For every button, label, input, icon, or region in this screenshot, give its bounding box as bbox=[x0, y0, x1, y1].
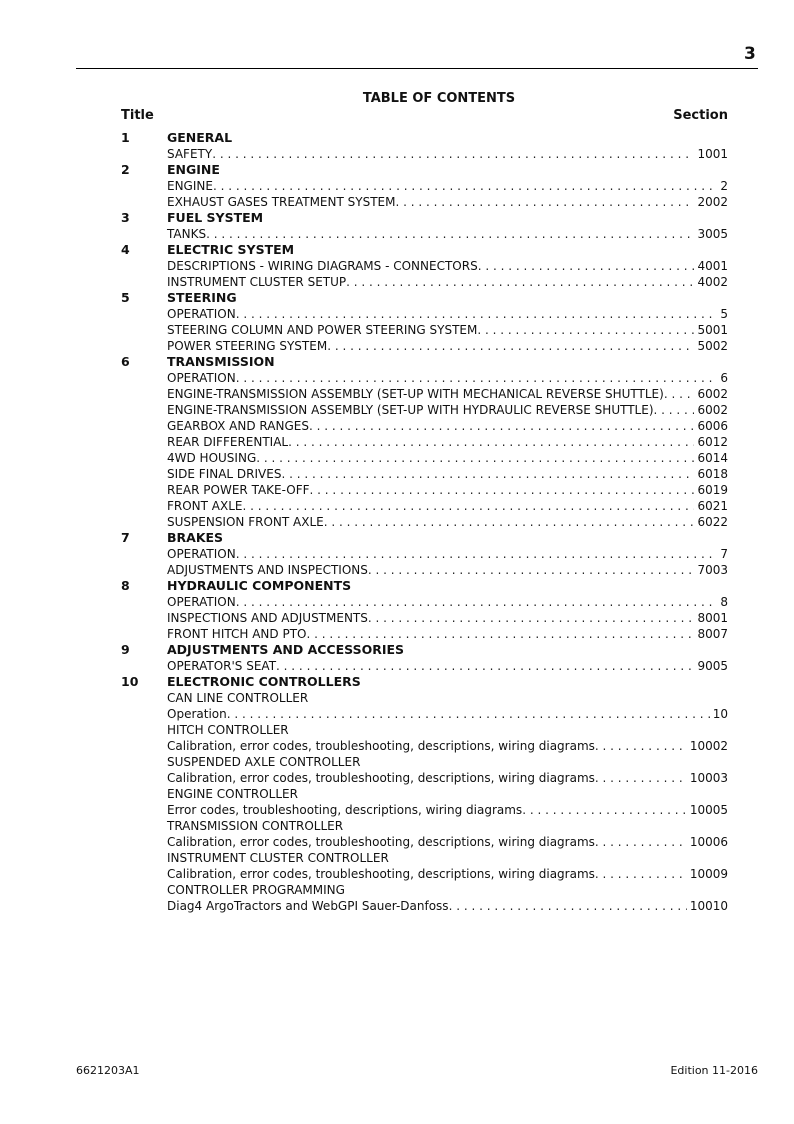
entry-section-number: 6022 bbox=[697, 515, 728, 529]
entry-section-number: 6006 bbox=[697, 419, 728, 433]
toc-entry[interactable] bbox=[167, 866, 728, 882]
entry-label: ADJUSTMENTS AND INSPECTIONS bbox=[167, 563, 368, 577]
chapter-name: BRAKES bbox=[167, 530, 224, 545]
entry-label: 4WD HOUSING bbox=[167, 451, 257, 465]
entry-section-number: 7 bbox=[720, 547, 728, 561]
entry-label: SUSPENSION FRONT AXLE bbox=[167, 515, 324, 529]
toc-entry[interactable] bbox=[167, 450, 728, 466]
dot-leader bbox=[346, 274, 694, 290]
dot-leader bbox=[281, 466, 694, 482]
dot-leader bbox=[595, 866, 687, 882]
dot-leader bbox=[395, 194, 694, 210]
entry-section-number: 6018 bbox=[697, 467, 728, 481]
dot-leader bbox=[595, 738, 687, 754]
dot-leader bbox=[236, 370, 718, 386]
toc-entry[interactable] bbox=[167, 306, 728, 322]
table-of-contents bbox=[121, 130, 728, 914]
dot-leader bbox=[324, 514, 695, 530]
chapter-number: 1 bbox=[121, 130, 130, 145]
dot-leader bbox=[227, 706, 710, 722]
chapter-number: 4 bbox=[121, 242, 130, 257]
entry-label: ENGINE-TRANSMISSION ASSEMBLY (SET-UP WITH MECHANICAL REVERSE SHUTTLE) bbox=[167, 387, 664, 401]
entry-label: REAR DIFFERENTIAL bbox=[167, 435, 289, 449]
chapter-number: 10 bbox=[121, 674, 139, 689]
chapter-number: 3 bbox=[121, 210, 130, 225]
toc-entry[interactable] bbox=[167, 386, 728, 402]
dot-leader bbox=[256, 450, 694, 466]
chapter-name: HYDRAULIC COMPONENTS bbox=[167, 578, 352, 593]
page-number: 3 bbox=[744, 44, 756, 64]
toc-entry[interactable] bbox=[167, 706, 728, 722]
entry-section-number: 8007 bbox=[697, 627, 728, 641]
toc-entry[interactable] bbox=[167, 834, 728, 850]
chapter-number: 7 bbox=[121, 530, 130, 545]
chapter-name: ELECTRONIC CONTROLLERS bbox=[167, 674, 361, 689]
dot-leader bbox=[595, 834, 687, 850]
toc-entry[interactable] bbox=[167, 898, 728, 914]
subsection-heading: HITCH CONTROLLER bbox=[167, 723, 289, 737]
chapter-number: 5 bbox=[121, 290, 130, 305]
dot-leader bbox=[327, 338, 694, 354]
toc-entry[interactable] bbox=[167, 338, 728, 354]
toc-entry[interactable] bbox=[167, 418, 728, 434]
entry-label: POWER STEERING SYSTEM bbox=[167, 339, 328, 353]
dot-leader bbox=[306, 626, 694, 642]
dot-leader bbox=[206, 226, 694, 242]
entry-section-number: 4001 bbox=[697, 259, 728, 273]
toc-entry[interactable] bbox=[167, 658, 728, 674]
toc-entry[interactable] bbox=[167, 226, 728, 242]
chapter-name: ELECTRIC SYSTEM bbox=[167, 242, 295, 257]
entry-label: INSPECTIONS AND ADJUSTMENTS bbox=[167, 611, 368, 625]
entry-section-number: 6002 bbox=[697, 387, 728, 401]
entry-section-number: 7003 bbox=[697, 563, 728, 577]
toc-entry[interactable] bbox=[167, 738, 728, 754]
toc-entry[interactable] bbox=[167, 594, 728, 610]
entry-label: Calibration, error codes, troubleshooting, descriptions, wiring diagrams bbox=[167, 771, 595, 785]
chapter-number: 9 bbox=[121, 642, 130, 657]
entry-section-number: 9005 bbox=[697, 659, 728, 673]
entry-section-number: 10002 bbox=[689, 739, 728, 753]
dot-leader bbox=[276, 658, 694, 674]
entry-section-number: 10006 bbox=[689, 835, 728, 849]
entry-label: DESCRIPTIONS - WIRING DIAGRAMS - CONNECTORS bbox=[167, 259, 478, 273]
toc-entry[interactable] bbox=[167, 322, 728, 338]
toc-entry[interactable] bbox=[167, 466, 728, 482]
dot-leader bbox=[478, 258, 695, 274]
toc-entry[interactable] bbox=[167, 146, 728, 162]
dot-leader bbox=[236, 546, 718, 562]
subsection-heading: TRANSMISSION CONTROLLER bbox=[167, 819, 344, 833]
chapter-name: TRANSMISSION bbox=[167, 354, 275, 369]
subsection-heading: CAN LINE CONTROLLER bbox=[167, 691, 309, 705]
entry-label: FRONT AXLE bbox=[167, 499, 243, 513]
dot-leader bbox=[449, 898, 687, 914]
entry-label: Calibration, error codes, troubleshooting, descriptions, wiring diagrams bbox=[167, 867, 595, 881]
dot-leader bbox=[522, 802, 687, 818]
entry-label: Calibration, error codes, troubleshooting, descriptions, wiring diagrams bbox=[167, 739, 595, 753]
entry-section-number: 5002 bbox=[697, 339, 728, 353]
entry-label: INSTRUMENT CLUSTER SETUP bbox=[167, 275, 347, 289]
chapter-row[interactable] bbox=[121, 290, 728, 306]
chapter-name: ENGINE bbox=[167, 162, 220, 177]
entry-section-number: 1001 bbox=[697, 147, 728, 161]
subsection-heading: INSTRUMENT CLUSTER CONTROLLER bbox=[167, 851, 389, 865]
toc-entry[interactable] bbox=[167, 370, 728, 386]
chapter-row[interactable] bbox=[121, 242, 728, 258]
toc-entry[interactable] bbox=[167, 194, 728, 210]
chapter-name: STEERING bbox=[167, 290, 237, 305]
entry-label: OPERATION bbox=[167, 307, 236, 321]
entry-label: FRONT HITCH AND PTO bbox=[167, 627, 307, 641]
chapter-row[interactable] bbox=[121, 530, 728, 546]
entry-section-number: 10003 bbox=[689, 771, 728, 785]
dot-leader bbox=[310, 482, 695, 498]
entry-section-number: 6021 bbox=[697, 499, 728, 513]
entry-label: EXHAUST GASES TREATMENT SYSTEM bbox=[167, 195, 396, 209]
entry-section-number: 10009 bbox=[689, 867, 728, 881]
chapter-name: FUEL SYSTEM bbox=[167, 210, 264, 225]
page-title: TABLE OF CONTENTS bbox=[362, 91, 516, 106]
chapter-row[interactable] bbox=[121, 162, 728, 178]
entry-label: GEARBOX AND RANGES bbox=[167, 419, 309, 433]
entry-label: OPERATOR'S SEAT bbox=[167, 659, 277, 673]
chapter-number: 6 bbox=[121, 354, 130, 369]
toc-entry[interactable] bbox=[167, 802, 728, 818]
dot-leader bbox=[654, 402, 695, 418]
entry-section-number: 6014 bbox=[697, 451, 728, 465]
entry-section-number: 2 bbox=[720, 179, 728, 193]
chapter-name: ADJUSTMENTS AND ACCESSORIES bbox=[167, 642, 405, 657]
chapter-row[interactable] bbox=[121, 130, 728, 146]
chapter-number: 2 bbox=[121, 162, 130, 177]
entry-label: ENGINE-TRANSMISSION ASSEMBLY (SET-UP WITH HYDRAULIC REVERSE SHUTTLE) bbox=[167, 403, 654, 417]
dot-leader bbox=[243, 498, 695, 514]
dot-leader bbox=[368, 562, 695, 578]
entry-section-number: 4002 bbox=[697, 275, 728, 289]
entry-section-number: 6 bbox=[720, 371, 728, 385]
entry-label: Operation bbox=[167, 707, 227, 721]
toc-entry[interactable] bbox=[167, 770, 728, 786]
header-rule bbox=[76, 68, 758, 69]
toc-entry[interactable] bbox=[167, 434, 728, 450]
entry-label: SIDE FINAL DRIVES bbox=[167, 467, 282, 481]
entry-section-number: 6012 bbox=[697, 435, 728, 449]
toc-entry[interactable] bbox=[167, 178, 728, 194]
toc-entry[interactable] bbox=[167, 610, 728, 626]
entry-section-number: 10010 bbox=[689, 899, 728, 913]
entry-label: STEERING COLUMN AND POWER STEERING SYSTEM bbox=[167, 323, 478, 337]
toc-entry[interactable] bbox=[167, 626, 728, 642]
subsection-heading: ENGINE CONTROLLER bbox=[167, 787, 298, 801]
entry-label: Calibration, error codes, troubleshooting, descriptions, wiring diagrams bbox=[167, 835, 595, 849]
entry-section-number: 6019 bbox=[697, 483, 728, 497]
entry-section-number: 8 bbox=[720, 595, 728, 609]
entry-label: OPERATION bbox=[167, 547, 236, 561]
entry-label: OPERATION bbox=[167, 595, 236, 609]
entry-section-number: 5001 bbox=[697, 323, 728, 337]
entry-label: Error codes, troubleshooting, descriptions, wiring diagrams bbox=[167, 803, 523, 817]
dot-leader bbox=[477, 322, 694, 338]
entry-section-number: 2002 bbox=[697, 195, 728, 209]
dot-leader bbox=[212, 146, 694, 162]
toc-entry[interactable] bbox=[167, 482, 728, 498]
toc-entry[interactable] bbox=[167, 514, 728, 530]
edition-label: Edition 11-2016 bbox=[670, 1064, 758, 1077]
dot-leader bbox=[664, 386, 695, 402]
entry-section-number: 8001 bbox=[697, 611, 728, 625]
entry-section-number: 10005 bbox=[689, 803, 728, 817]
toc-entry[interactable] bbox=[167, 546, 728, 562]
toc-entry[interactable] bbox=[167, 258, 728, 274]
dot-leader bbox=[236, 594, 718, 610]
entry-label: TANKS bbox=[167, 227, 207, 241]
subsection-heading: CONTROLLER PROGRAMMING bbox=[167, 883, 345, 897]
entry-section-number: 5 bbox=[720, 307, 728, 321]
entry-section-number: 6002 bbox=[697, 403, 728, 417]
chapter-row[interactable] bbox=[121, 674, 728, 690]
chapter-row[interactable] bbox=[121, 578, 728, 594]
dot-leader bbox=[309, 418, 695, 434]
dot-leader bbox=[236, 306, 718, 322]
chapter-row[interactable] bbox=[121, 210, 728, 226]
entry-section-number: 3005 bbox=[697, 227, 728, 241]
chapter-row[interactable] bbox=[121, 642, 728, 658]
document-number: 6621203A1 bbox=[76, 1064, 140, 1077]
toc-entry[interactable] bbox=[167, 274, 728, 290]
subsection-heading: SUSPENDED AXLE CONTROLLER bbox=[167, 755, 361, 769]
title-column-header: Title bbox=[121, 108, 154, 123]
entry-label: Diag4 ArgoTractors and WebGPI Sauer-Danfoss bbox=[167, 899, 449, 913]
entry-label: OPERATION bbox=[167, 371, 236, 385]
chapter-number: 8 bbox=[121, 578, 130, 593]
entry-section-number: 10 bbox=[712, 707, 728, 721]
dot-leader bbox=[368, 610, 695, 626]
dot-leader bbox=[213, 178, 717, 194]
toc-entry[interactable] bbox=[167, 498, 728, 514]
chapter-row[interactable] bbox=[121, 354, 728, 370]
entry-label: SAFETY bbox=[167, 147, 213, 161]
dot-leader bbox=[288, 434, 694, 450]
section-column-header: Section bbox=[673, 108, 728, 123]
chapter-name: GENERAL bbox=[167, 130, 233, 145]
toc-entry[interactable] bbox=[167, 402, 728, 418]
entry-label: ENGINE bbox=[167, 179, 213, 193]
entry-label: REAR POWER TAKE-OFF bbox=[167, 483, 310, 497]
toc-entry[interactable] bbox=[167, 562, 728, 578]
dot-leader bbox=[595, 770, 687, 786]
